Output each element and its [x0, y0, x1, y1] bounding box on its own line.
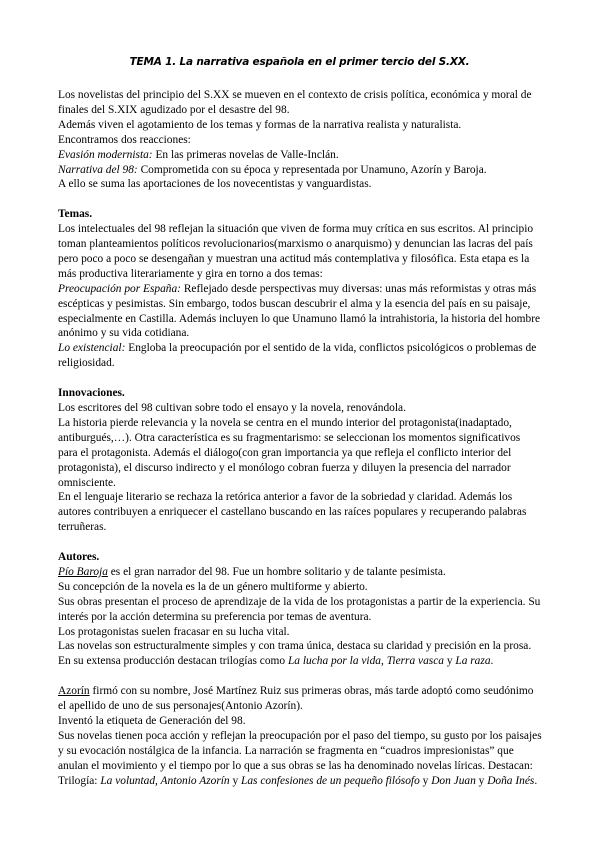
baroja-intro: [58, 565, 542, 580]
spacer: [58, 371, 542, 386]
tema-text: Reflejado desde perspectivas muy diversas: unas más reformistas y otras más escépticas y pesimistas. Sin embargo, todos buscan descubrir el alma y la esencia del país en su paisaje, especialmente en Castilla. Además incluyen lo que Unamuno llamó la intrahistoria, la historia del hombre anónimo y su vida cotidiana.: [58, 282, 541, 340]
baroja-paragraph: Sus obras presentan el proceso de aprendizaje de la vida de los protagonistas a partir de la experiencia. Su interés por la acción determina su preferencia por temas de aventura.: [58, 595, 541, 623]
temas-paragraph: Los intelectuales del 98 reflejan la situación que viven de forma muy crítica en sus escritos. Al principio toman planteamientos políticos revolucionarios(marxismo o anarquismo) y denuncian las lacras del país pero poco a poco se desengañan y muestran una actitud más contemplativa y filosófica. Esta etapa es la más productiva literariamente y gira en torno a dos temas:: [58, 223, 534, 280]
section-heading-innovaciones: Innovaciones.: [58, 387, 125, 400]
azorin-text: firmó con su nombre, José Martínez Ruiz sus primeras obras, más tarde adoptó como seudónimo el apellido de uno de sus personajes(Antonio Azorín).: [58, 685, 534, 713]
azorin-text: Sus novelas tienen poca acción y reflejan la preocupación por el paso del tiempo, su gusto por los paisajes y su evocación nostálgica de la infancia. La narración se fragmenta en “cuadros impresionistas” que anulan el movimiento y el tiempo por lo que a sus obras se las ha denominado novelas líricas. Destacan: Trilogía:: [58, 729, 542, 787]
intro-paragraph: A ello se suma las aportaciones de los novecentistas y vanguardistas.: [58, 178, 372, 191]
separator: .: [490, 655, 494, 668]
author-name-azorin: Azorín: [58, 685, 90, 698]
temas-espana: [58, 282, 542, 342]
reaction-label: Narrativa del 98:: [58, 163, 138, 176]
temas-existencial: [58, 341, 542, 371]
separator: ,: [381, 655, 387, 668]
intro-paragraph: Encontramos dos reacciones:: [58, 133, 191, 146]
baroja-text: En su extensa producción destacan trilogías como: [58, 655, 288, 668]
tema-text: Engloba la preocupación por el sentido de la vida, conflictos psicológicos o problemas de religiosidad.: [58, 342, 537, 370]
document-body: [58, 88, 542, 789]
separator: y: [229, 774, 242, 787]
section-heading-autores: Autores.: [58, 551, 100, 564]
spacer: [58, 535, 542, 550]
separator: y: [475, 774, 488, 787]
spacer: [58, 669, 542, 684]
work-title: Doña Inés: [487, 774, 535, 787]
azorin-works: [58, 729, 542, 789]
work-title: La lucha por la vida: [287, 655, 381, 668]
author-name-baroja: Pío Baroja: [58, 565, 108, 578]
baroja-paragraph: Los protagonistas suelen fracasar en su lucha vital.: [58, 625, 290, 638]
section-heading-temas: Temas.: [58, 208, 93, 221]
tema-label: Lo existencial:: [58, 342, 126, 355]
innovaciones-paragraph: La historia pierde relevancia y la novela se centra en el mundo interior del protagonista(inadaptado, antiburgués,…). Otra característica es su fragmentarismo: se seleccionan los momentos significativos para el protagonista. Además el diálogo(con gran importancia ya que refleja el conflicto interior del protagonista), el discurso indirecto y el monólogo cobran fuerza y diluyen la presencia del narrador omnisciente.: [58, 416, 521, 489]
tema-label: Preocupación por España:: [58, 282, 181, 295]
reaction-text: Comprometida con su época y representada por Unamuno, Azorín y Baroja.: [137, 163, 487, 176]
work-title: Don Juan: [431, 774, 476, 787]
separator: .: [534, 774, 538, 787]
intro-reaction-98: [58, 163, 542, 178]
baroja-paragraph: Las novelas son estructuralmente simples y con trama única, destaca su claridad y precisión en la prosa.: [58, 640, 532, 653]
separator: y: [443, 655, 456, 668]
intro-paragraph: Además viven el agotamiento de los temas y formas de la narrativa realista y naturalista.: [58, 118, 462, 131]
innovaciones-paragraph: Los escritores del 98 cultivan sobre todo el ensayo y la novela, renovándola.: [58, 402, 406, 414]
work-title: La raza: [455, 655, 491, 668]
separator: y: [419, 774, 432, 787]
azorin-intro: [58, 684, 542, 714]
spacer: [58, 192, 542, 207]
intro-paragraph: Los novelistas del principio del S.XX se mueven en el contexto de crisis política, económica y moral de finales del S.XIX agudizado por el desastre del 98.: [58, 89, 532, 116]
baroja-text: es el gran narrador del 98. Fue un hombre solitario y de talante pesimista.: [107, 565, 446, 578]
baroja-trilogies: [58, 654, 542, 669]
work-title: Tierra vasca: [386, 655, 444, 668]
reaction-text: En las primeras novelas de Valle-Inclán.: [152, 148, 339, 161]
azorin-paragraph: Inventó la etiqueta de Generación del 98.: [58, 715, 246, 727]
work-title: Las confesiones de un pequeño filósofo: [241, 774, 420, 787]
baroja-paragraph: Su concepción de la novela es la de un género multiforme y abierto.: [58, 580, 368, 593]
reaction-label: Evasión modernista:: [58, 148, 153, 161]
document-title: TEMA 1. La narrativa española en el primer tercio del S.XX.: [129, 56, 470, 68]
work-title: La voluntad, Antonio Azorín: [100, 774, 230, 787]
intro-reaction-modernista: [58, 148, 542, 163]
innovaciones-paragraph: En el lenguaje literario se rechaza la retórica anterior a favor de la sobriedad y claridad. Además los autores contribuyen a enriquecer el castellano buscando en las raíces populares y recuperando palabras terruñeras.: [58, 491, 527, 534]
